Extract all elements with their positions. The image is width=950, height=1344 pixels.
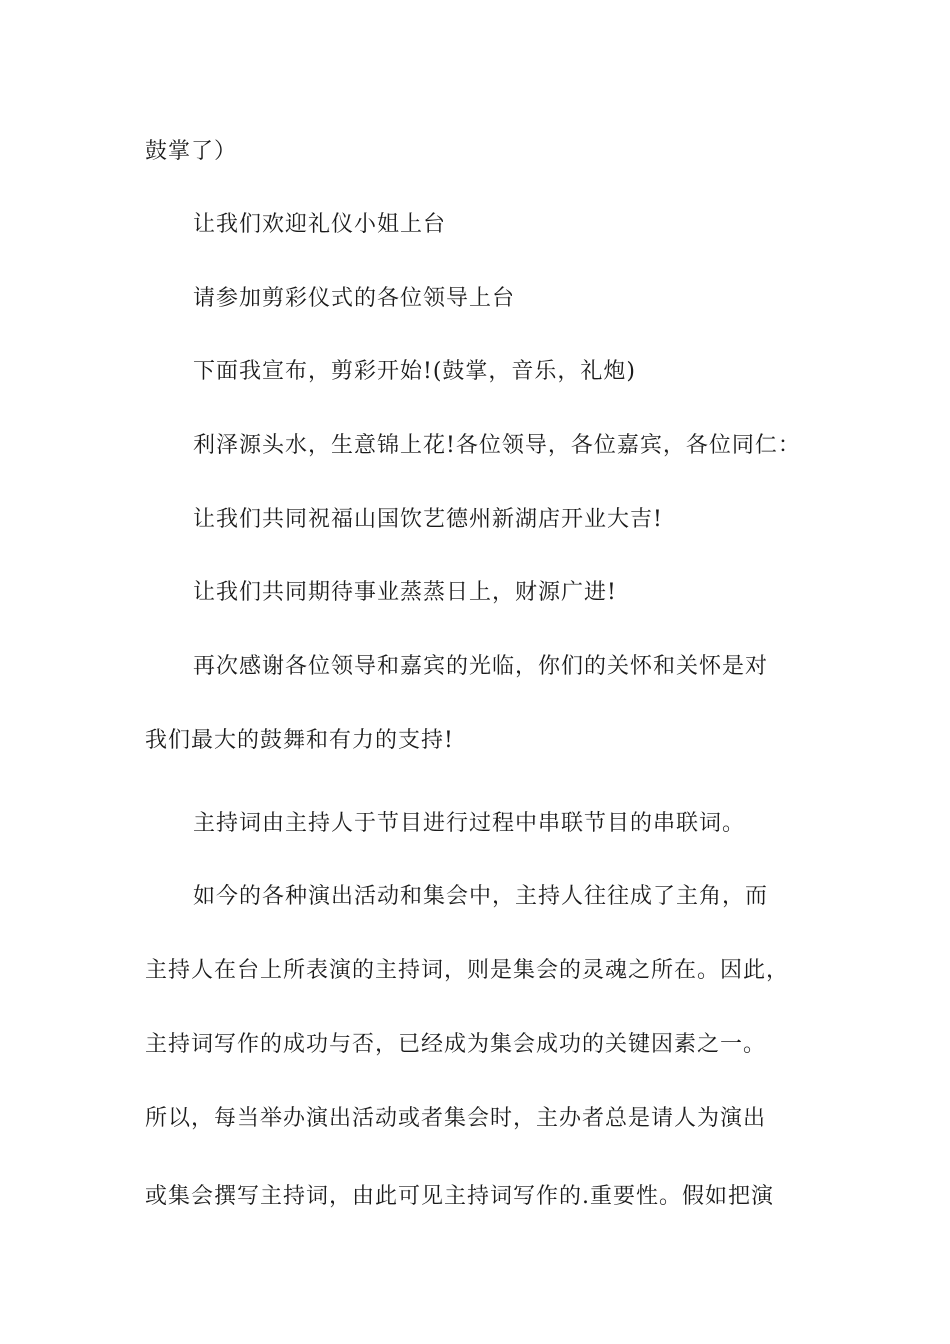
text-line: 让我们共同祝福山国饮艺德州新湖店开业大吉!: [193, 507, 663, 532]
text-line: 主持人在台上所表演的主持词，则是集会的灵魂之所在。因此，: [145, 958, 790, 983]
text-line: 利泽源头水，生意锦上花!各位领导，各位嘉宾，各位同仁：: [193, 433, 801, 458]
text-line: 所以，每当举办演出活动或者集会时，主办者总是请人为演出: [145, 1106, 767, 1131]
text-line: 让我们欢迎礼仪小姐上台: [193, 212, 447, 237]
text-line: 下面我宣布，剪彩开始!(鼓掌，音乐，礼炮): [193, 359, 637, 384]
text-line: 我们最大的鼓舞和有力的支持!: [145, 728, 454, 753]
text-line: 鼓掌了）: [145, 139, 238, 164]
text-line: 主持词由主持人于节目进行过程中串联节目的串联词。: [193, 811, 746, 836]
text-line: 请参加剪彩仪式的各位领导上台: [193, 286, 516, 311]
text-line: 再次感谢各位领导和嘉宾的光临，你们的关怀和关怀是对: [193, 654, 769, 679]
text-line: 如今的各种演出活动和集会中，主持人往往成了主角，而: [193, 884, 769, 909]
text-line: 让我们共同期待事业蒸蒸日上，财源广进!: [193, 580, 617, 605]
text-line: 或集会撰写主持词，由此可见主持词写作的.重要性。假如把演: [145, 1184, 774, 1209]
text-line: 主持词写作的成功与否，已经成为集会成功的关键因素之一。: [145, 1032, 767, 1057]
